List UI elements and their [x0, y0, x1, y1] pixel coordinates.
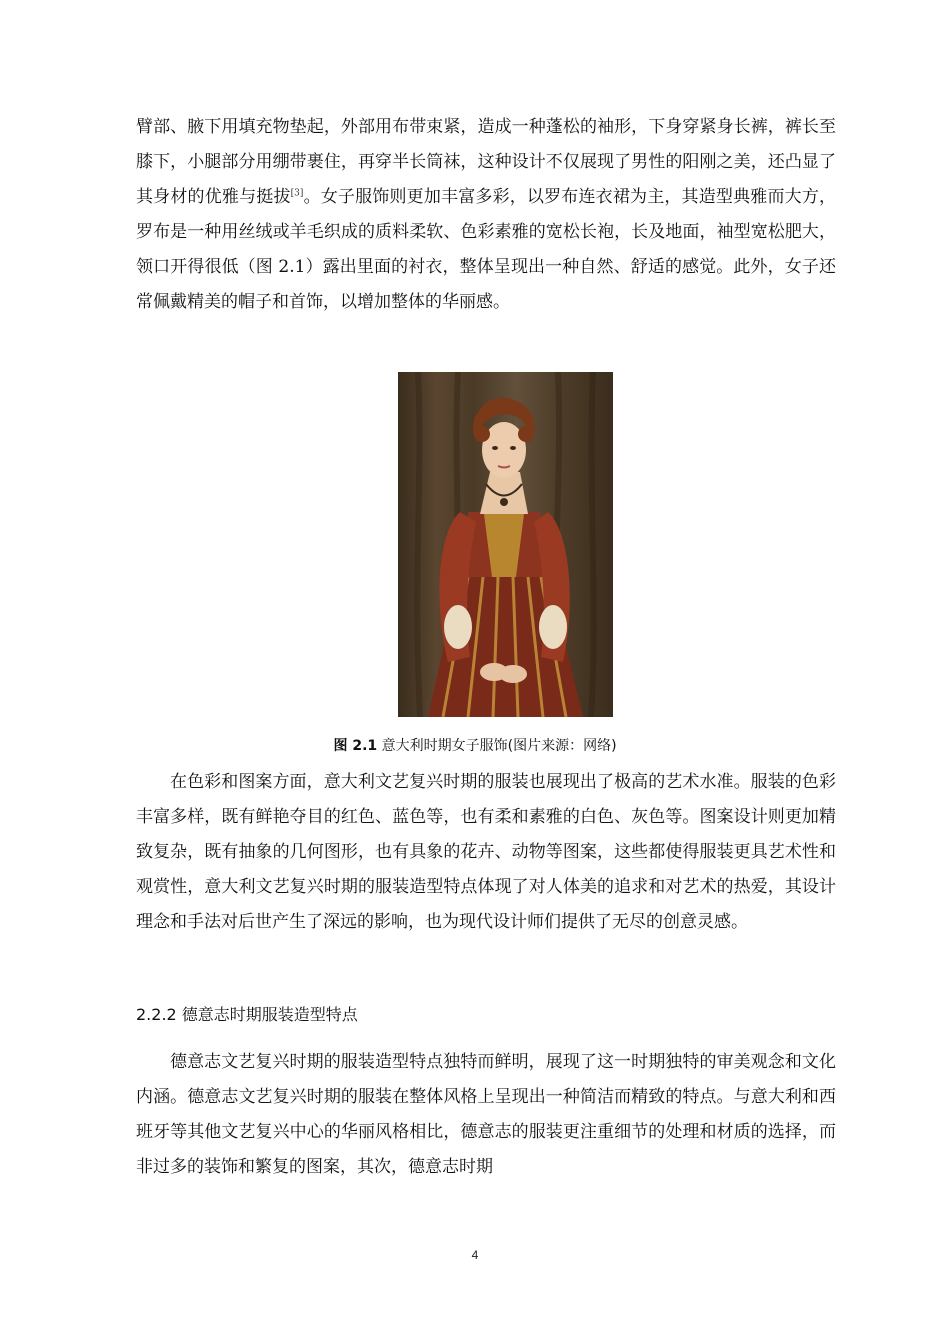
body-paragraph-1 — [136, 110, 836, 320]
body-paragraph-3: 德意志文艺复兴时期的服装造型特点独特而鲜明，展现了这一时期独特的审美观念和文化内涵。德意志文艺复兴时期的服装在整体风格上呈现出一种简洁而精致的特点。与意大利和西班牙等其他文艺复兴中心的华丽风格相比，德意志的服装更注重细节的处理和材质的选择，而非过多的装饰和繁复的图案，其次，德意志时期 — [136, 1052, 836, 1177]
page-number: 4 — [471, 1248, 479, 1262]
figure-caption — [0, 735, 950, 757]
paragraph-1-text-b: 。女子服饰则更加丰富多彩，以罗布连衣裙为主，其造型典雅而大方，罗布是一种用丝绒或羊毛织成的质料柔软、色彩素雅的宽松长袍，长及地面，袖型宽松肥大，领口开得很低（图 2.1）露出里面的衬衣，整体呈现出一种自然、舒适的感觉。此外，女子还常佩戴精美的帽子和首饰，以增加整体的华丽感。 — [136, 187, 837, 312]
body-paragraph-2: 在色彩和图案方面，意大利文艺复兴时期的服装也展现出了极高的艺术水准。服装的色彩丰富多样，既有鲜艳夺目的红色、蓝色等，也有柔和素雅的白色、灰色等。图案设计则更加精致复杂，既有抽象的几何图形，也有具象的花卉、动物等图案，这些都使得服装更具艺术性和观赏性，意大利文艺复兴时期的服装造型特点体现了对人体美的追求和对艺术的热爱，其设计理念和手法对后世产生了深远的影响，也为现代设计师们提供了无尽的创意灵感。 — [136, 772, 836, 932]
citation-superscript[interactable]: [3] — [290, 188, 304, 199]
portrait-illustration — [398, 372, 613, 717]
section-heading: 2.2.2 德意志时期服装造型特点 — [136, 1005, 358, 1024]
figure-caption-text: 意大利时期女子服饰(图片来源：网络) — [377, 738, 617, 754]
figure-image-renaissance-dress — [398, 372, 613, 717]
paragraph-1-text-a: 臂部、腋下用填充物垫起，外部用布带束紧，造成一种蓬松的袖形，下身穿紧身长裤，裤长至膝下，小腿部分用绷带裹住，再穿半长筒袜，这种设计不仅展现了男性的阳刚之美，还凸显了其身材的优雅与挺拔 — [136, 117, 836, 207]
figure-caption-label: 图 2.1 — [333, 738, 378, 754]
